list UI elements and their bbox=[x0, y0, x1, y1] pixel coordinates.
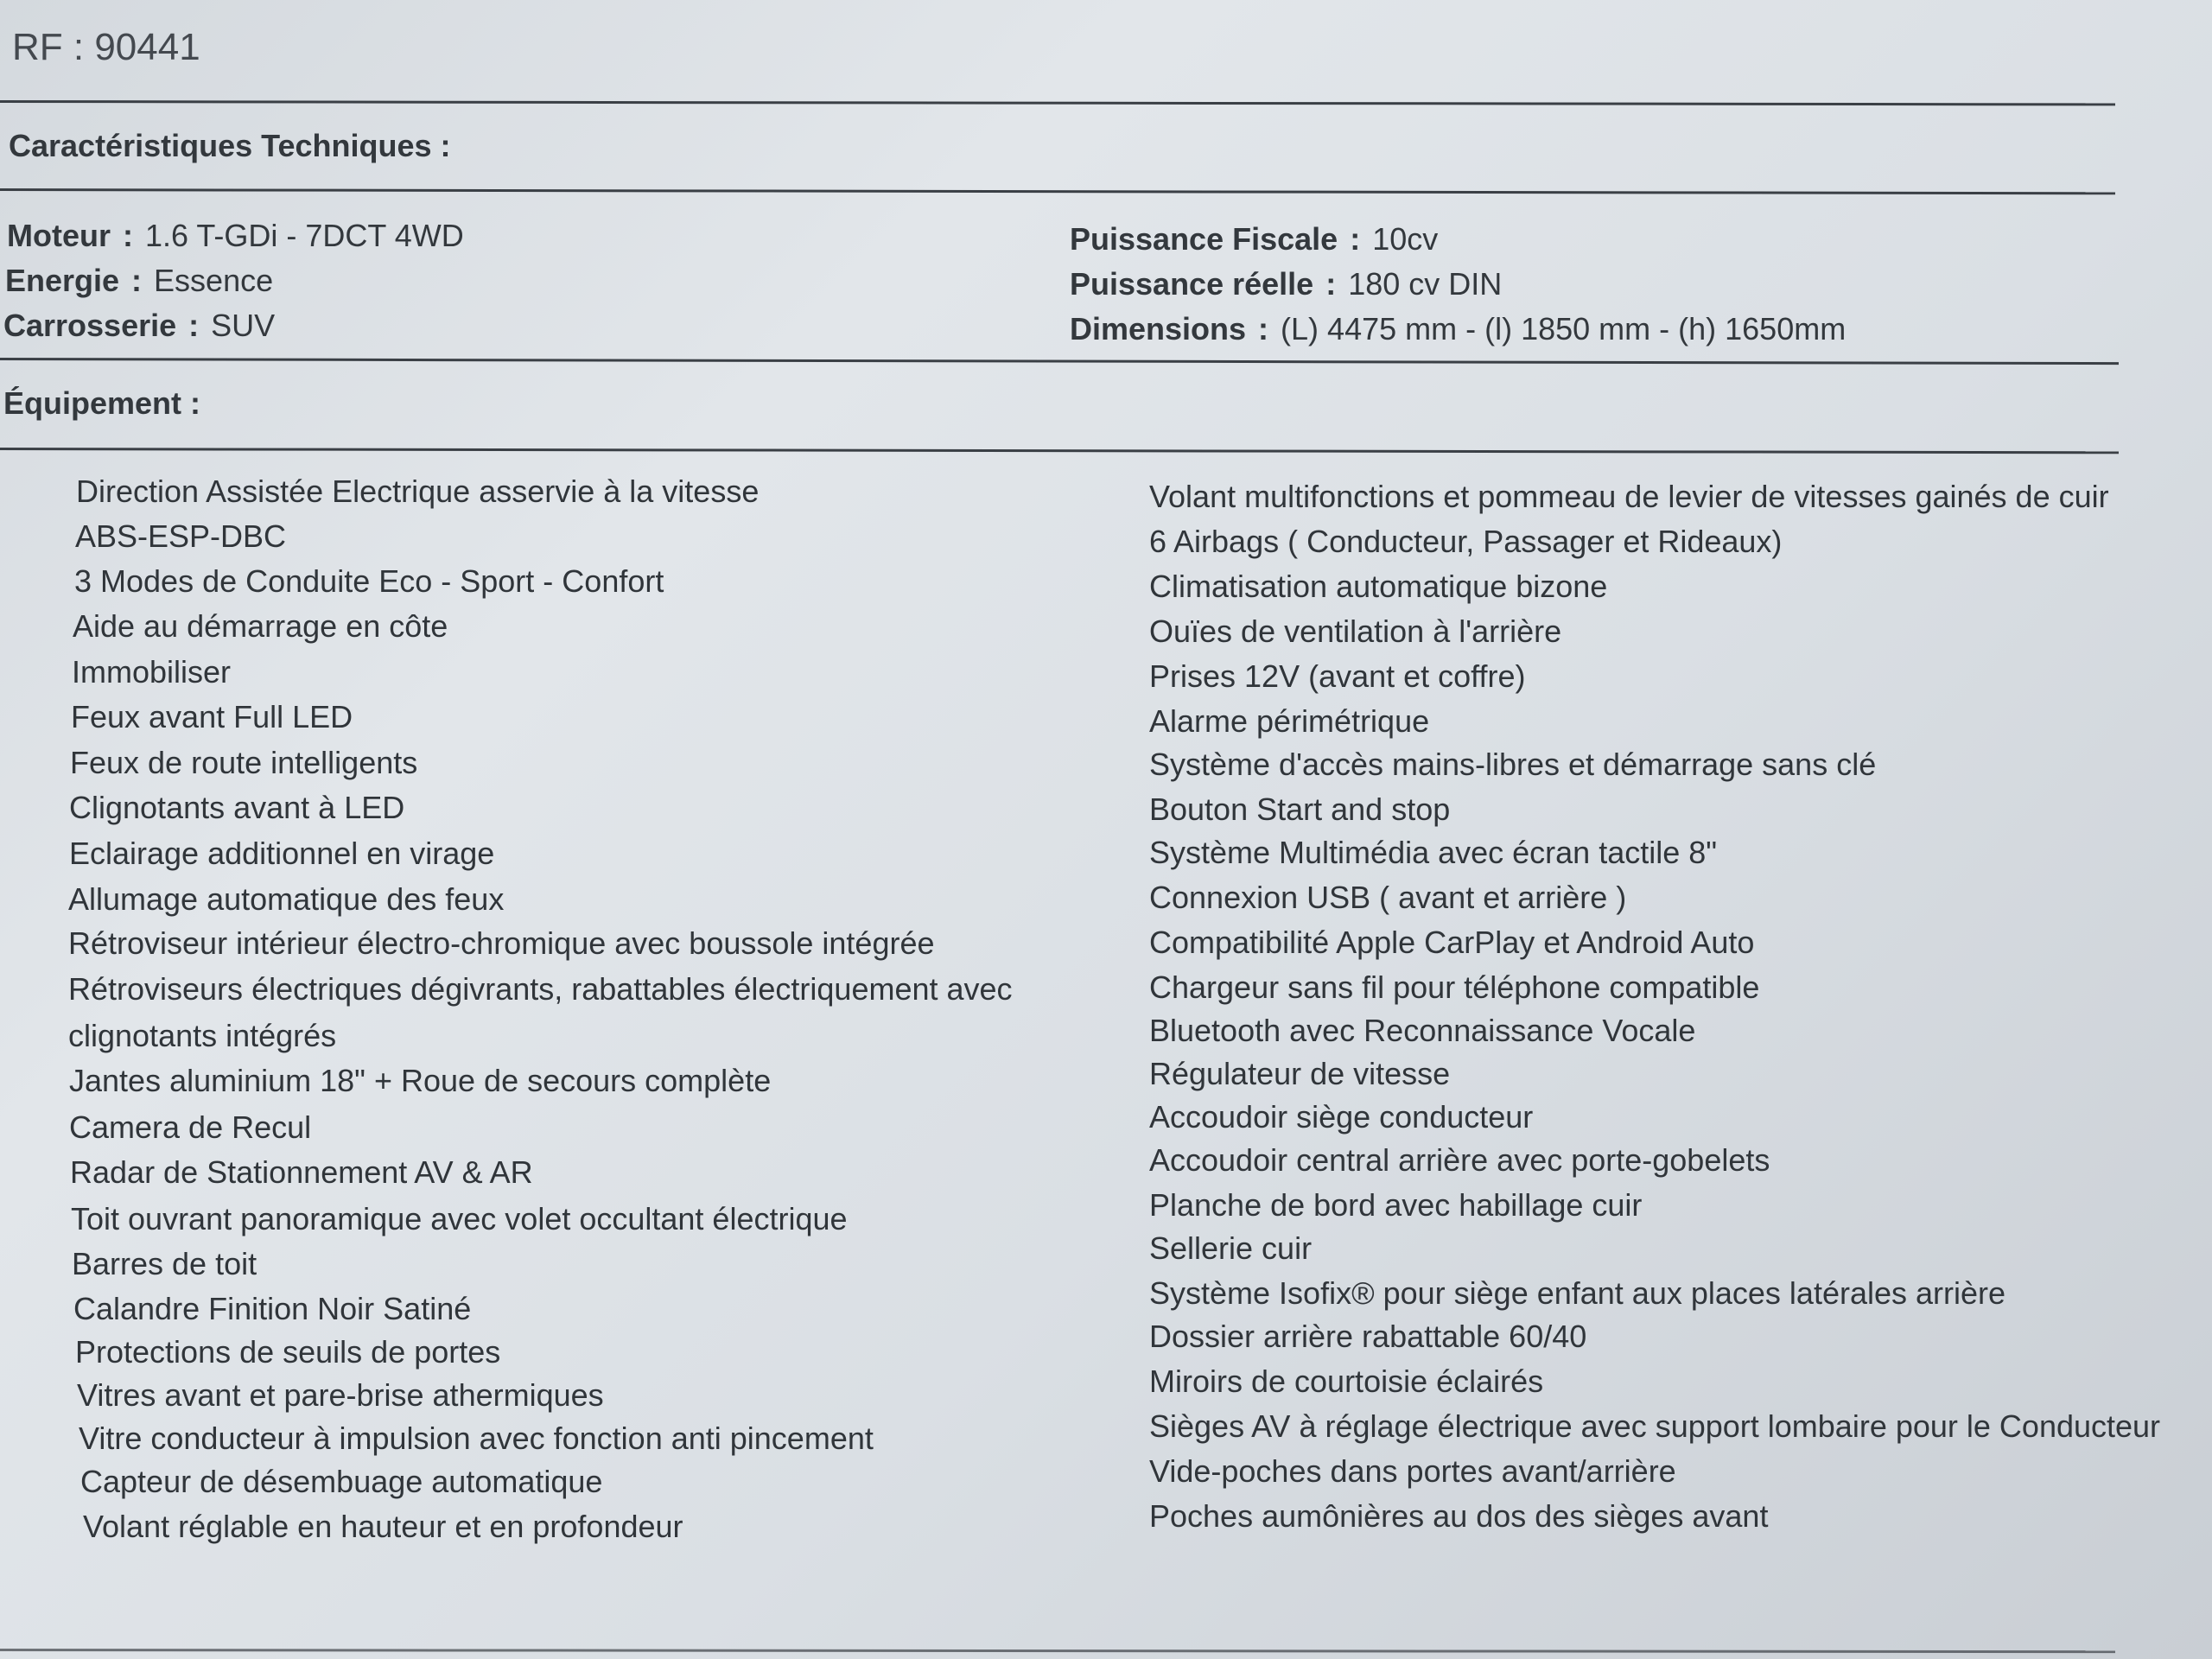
equipment-item: Bouton Start and stop bbox=[1149, 791, 1451, 827]
spec-puissance-fiscale bbox=[1070, 221, 1438, 257]
equipment-item: Capteur de désembuage automatique bbox=[80, 1464, 603, 1499]
technical-section-title: Caractéristiques Techniques : bbox=[9, 128, 451, 163]
spec-separator: : bbox=[1350, 221, 1361, 257]
equipment-item: Vitre conducteur à impulsion avec fonction anti pincement bbox=[79, 1421, 874, 1456]
equipment-item: Système Multimédia avec écran tactile 8" bbox=[1149, 835, 1718, 870]
equipment-item: Compatibilité Apple CarPlay et Android Auto bbox=[1149, 925, 1755, 960]
equipment-item: Prises 12V (avant et coffre) bbox=[1149, 658, 1526, 694]
equipment-item: Direction Assistée Electrique asservie à la vitesse bbox=[76, 474, 760, 509]
divider-bottom bbox=[0, 1649, 2115, 1653]
equipment-item: Rétroviseur intérieur électro-chromique avec boussole intégrée bbox=[68, 925, 935, 961]
equipment-item: 6 Airbags ( Conducteur, Passager et Rideaux) bbox=[1149, 524, 1783, 559]
equipment-item: Poches aumônières au dos des sièges avant bbox=[1149, 1498, 1769, 1534]
spec-label: Carrosserie bbox=[3, 308, 177, 343]
spec-separator: : bbox=[131, 263, 143, 298]
equipment-section-title: Équipement : bbox=[3, 385, 201, 421]
spec-moteur bbox=[7, 218, 464, 254]
equipment-item: Miroirs de courtoisie éclairés bbox=[1149, 1363, 1544, 1399]
equipment-item: Vide-poches dans portes avant/arrière bbox=[1149, 1453, 1676, 1489]
equipment-item: Vitres avant et pare-brise athermiques bbox=[77, 1377, 604, 1413]
equipment-item: Connexion USB ( avant et arrière ) bbox=[1149, 880, 1627, 915]
equipment-item: Feux de route intelligents bbox=[70, 745, 418, 780]
divider-technical bbox=[0, 188, 2115, 194]
spec-separator: : bbox=[1258, 311, 1269, 346]
equipment-item: Dossier arrière rabattable 60/40 bbox=[1149, 1319, 1587, 1354]
spec-separator: : bbox=[123, 218, 133, 253]
divider-specs bbox=[0, 358, 2119, 365]
spec-label: Puissance réelle bbox=[1070, 266, 1314, 302]
equipment-item: Feux avant Full LED bbox=[71, 699, 353, 734]
equipment-item: Climatisation automatique bizone bbox=[1149, 569, 1608, 604]
equipment-item: Allumage automatique des feux bbox=[68, 881, 505, 917]
equipment-item: Accoudoir central arrière avec porte-gobelets bbox=[1149, 1142, 1770, 1178]
equipment-item: Barres de toit bbox=[72, 1246, 257, 1281]
equipment-item: Camera de Recul bbox=[69, 1109, 312, 1145]
spec-label: Puissance Fiscale bbox=[1070, 221, 1338, 257]
equipment-item: Calandre Finition Noir Satiné bbox=[73, 1291, 472, 1326]
equipment-item: Eclairage additionnel en virage bbox=[69, 836, 495, 871]
equipment-item: ABS-ESP-DBC bbox=[75, 518, 287, 554]
spec-carrosserie bbox=[3, 308, 275, 344]
spec-energie bbox=[5, 263, 273, 299]
equipment-item: Aide au démarrage en côte bbox=[73, 608, 448, 644]
equipment-item: Volant réglable en hauteur et en profondeur bbox=[83, 1509, 683, 1544]
equipment-item: clignotants intégrés bbox=[68, 1018, 337, 1053]
spec-value: 180 cv DIN bbox=[1348, 266, 1503, 302]
spec-separator: : bbox=[188, 308, 200, 343]
equipment-item: Accoudoir siège conducteur bbox=[1149, 1099, 1534, 1135]
equipment-item: Système d'accès mains-libres et démarrage sans clé bbox=[1149, 747, 1877, 782]
spec-puissance-reelle bbox=[1070, 266, 1502, 302]
equipment-item: Radar de Stationnement AV & AR bbox=[70, 1154, 533, 1190]
spec-separator: : bbox=[1325, 266, 1337, 302]
spec-value: (L) 4475 mm - (l) 1850 mm - (h) 1650mm bbox=[1281, 311, 1847, 346]
spec-value: SUV bbox=[211, 308, 276, 343]
equipment-item: Volant multifonctions et pommeau de levier de vitesses gainés de cuir bbox=[1149, 479, 2109, 514]
equipment-item: Ouïes de ventilation à l'arrière bbox=[1149, 613, 1562, 649]
equipment-item: Régulateur de vitesse bbox=[1149, 1056, 1451, 1091]
equipment-item: Système Isofix® pour siège enfant aux places latérales arrière bbox=[1149, 1275, 2006, 1311]
divider-equipment bbox=[0, 448, 2119, 454]
spec-label: Moteur bbox=[7, 218, 111, 253]
spec-label: Energie bbox=[5, 263, 120, 298]
equipment-item: Toit ouvrant panoramique avec volet occultant électrique bbox=[71, 1201, 848, 1236]
equipment-item: 3 Modes de Conduite Eco - Sport - Confort bbox=[74, 563, 664, 599]
equipment-item: Alarme périmétrique bbox=[1149, 703, 1430, 739]
equipment-item: Clignotants avant à LED bbox=[69, 790, 405, 825]
equipment-item: Protections de seuils de portes bbox=[75, 1334, 501, 1370]
reference-number: RF : 90441 bbox=[12, 26, 200, 68]
equipment-item: Rétroviseurs électriques dégivrants, rabattables électriquement avec bbox=[68, 971, 1013, 1007]
equipment-item: Bluetooth avec Reconnaissance Vocale bbox=[1149, 1013, 1696, 1048]
spec-dimensions bbox=[1070, 311, 1846, 347]
equipment-item: Sièges AV à réglage électrique avec support lombaire pour le Conducteur bbox=[1149, 1408, 2161, 1444]
spec-label: Dimensions bbox=[1070, 311, 1247, 346]
equipment-item: Chargeur sans fil pour téléphone compatible bbox=[1149, 969, 1760, 1005]
spec-value: 1.6 T-GDi - 7DCT 4WD bbox=[145, 218, 464, 253]
spec-value: Essence bbox=[154, 263, 274, 298]
equipment-item: Sellerie cuir bbox=[1149, 1230, 1313, 1266]
spec-value: 10cv bbox=[1372, 221, 1439, 257]
equipment-item: Planche de bord avec habillage cuir bbox=[1149, 1187, 1643, 1223]
equipment-item: Immobiliser bbox=[72, 654, 232, 690]
equipment-item: Jantes aluminium 18" + Roue de secours complète bbox=[69, 1063, 772, 1098]
divider-top bbox=[0, 100, 2115, 105]
